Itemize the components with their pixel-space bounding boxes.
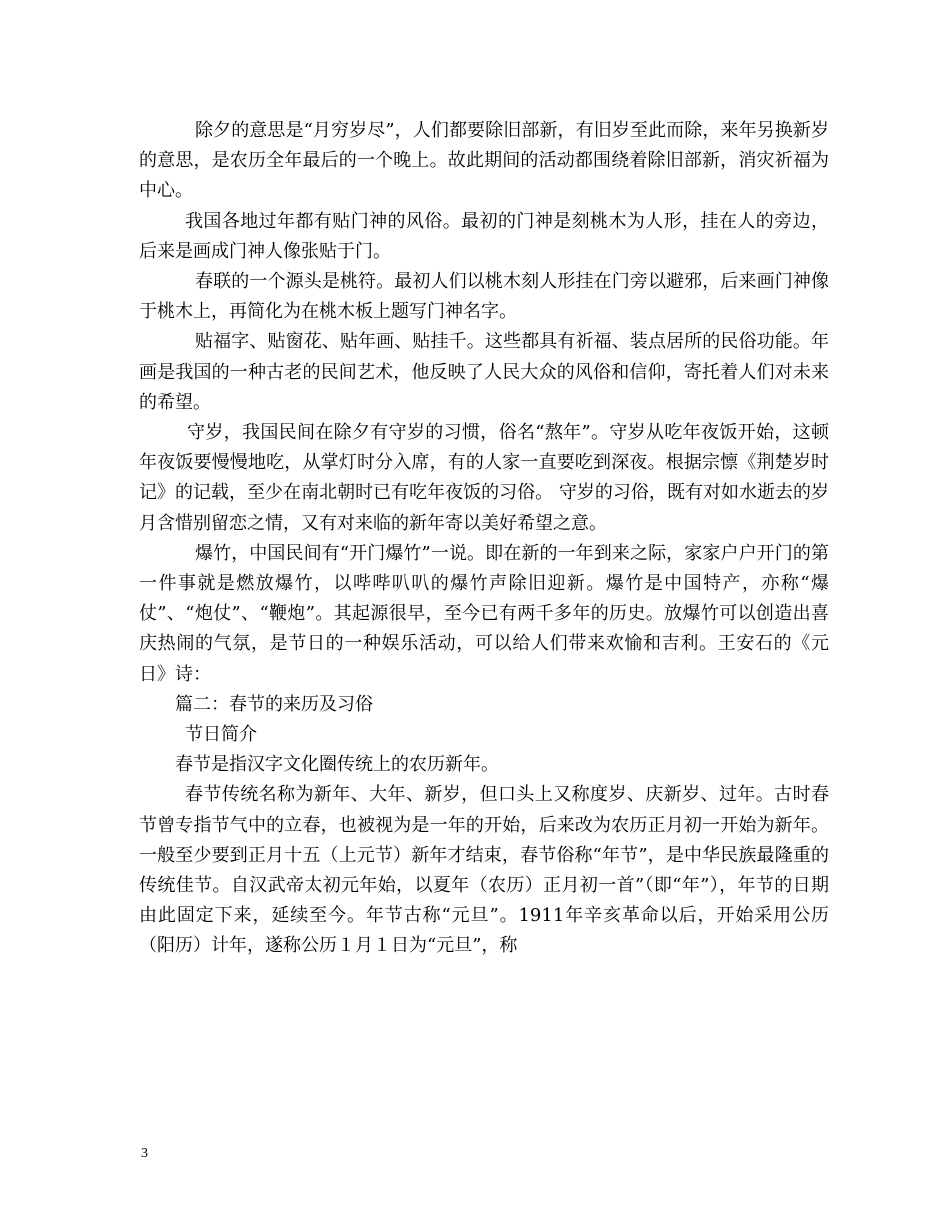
paragraph-shousui: 守岁，我国民间在除夕有守岁的习惯，俗名“熬年”。守岁从吃年夜饭开始，这顿年夜饭要慢慢地吃，从掌灯时分入席，有的人家一直要吃到深夜。根据宗懔《荆楚岁时记》的记载，至少在南北朝时已有吃年夜饭的习俗。 守岁的习俗，既有对如水逝去的岁月含惜别留恋之情，又有对来临的新年寄以美好希望之意。	[139, 422, 829, 534]
paragraph-spring-couplets: 春联的一个源头是桃符。最初人们以桃木刻人形挂在门旁以避邪，后来画门神像于桃木上，再简化为在桃木板上题写门神名字。	[139, 271, 829, 323]
section-heading-part-two: 篇二：春节的来历及习俗	[175, 693, 373, 715]
page-number: 3	[141, 1146, 148, 1161]
paragraph-fu-characters: 贴福字、贴窗花、贴年画、贴挂千。这些都具有祈福、装点居所的民俗功能。年画是我国的一种古老的民间艺术，他反映了人民大众的风俗和信仰，寄托着人们对未来的希望。	[139, 331, 829, 413]
body-text	[139, 116, 829, 962]
paragraph-chuxi-meaning: 除夕的意思是“月穷岁尽”，人们都要除旧部新，有旧岁至此而除，来年另换新岁的意思，是农历全年最后的一个晚上。故此期间的活动都围绕着除旧部新，消灾祈福为中心。	[139, 120, 829, 202]
paragraph-spring-festival-names: 春节传统名称为新年、大年、新岁，但口头上又称度岁、庆新岁、过年。古时春节曾专指节气中的立春，也被视为是一年的开始，后来改为农历正月初一开始为新年。一般至少要到正月十五（上元节）新年才结束，春节俗称“年节”，是中华民族最隆重的传统佳节。自汉武帝太初元年始，以夏年（农历）正月初一首”（即“年”），年节的日期由此固定下来，延续至今。年节古称“元旦”。1911年辛亥革命以后，开始采用公历（阳历）计年，遂称公历１月１日为“元旦”，称	[139, 784, 829, 957]
paragraph-firecrackers: 爆竹，中国民间有“开门爆竹”一说。即在新的一年到来之际，家家户户开门的第一件事就是燃放爆竹，以哔哔叭叭的爆竹声除旧迎新。爆竹是中国特产，亦称“爆仗”、“炮仗”、“鞭炮”。其起源很早，至今已有两千多年的历史。放爆竹可以创造出喜庆热闹的气氛，是节日的一种娱乐活动，可以给人们带来欢愉和吉利。王安石的《元日》诗：	[139, 542, 829, 685]
paragraph-door-gods: 我国各地过年都有贴门神的风俗。最初的门神是刻桃木为人形，挂在人的旁边，后来是画成门神人像张贴于门。	[139, 210, 829, 262]
paragraph-spring-festival-definition: 春节是指汉字文化圈传统上的农历新年。	[175, 754, 499, 776]
subheading-festival-intro: 节日简介	[185, 724, 257, 746]
